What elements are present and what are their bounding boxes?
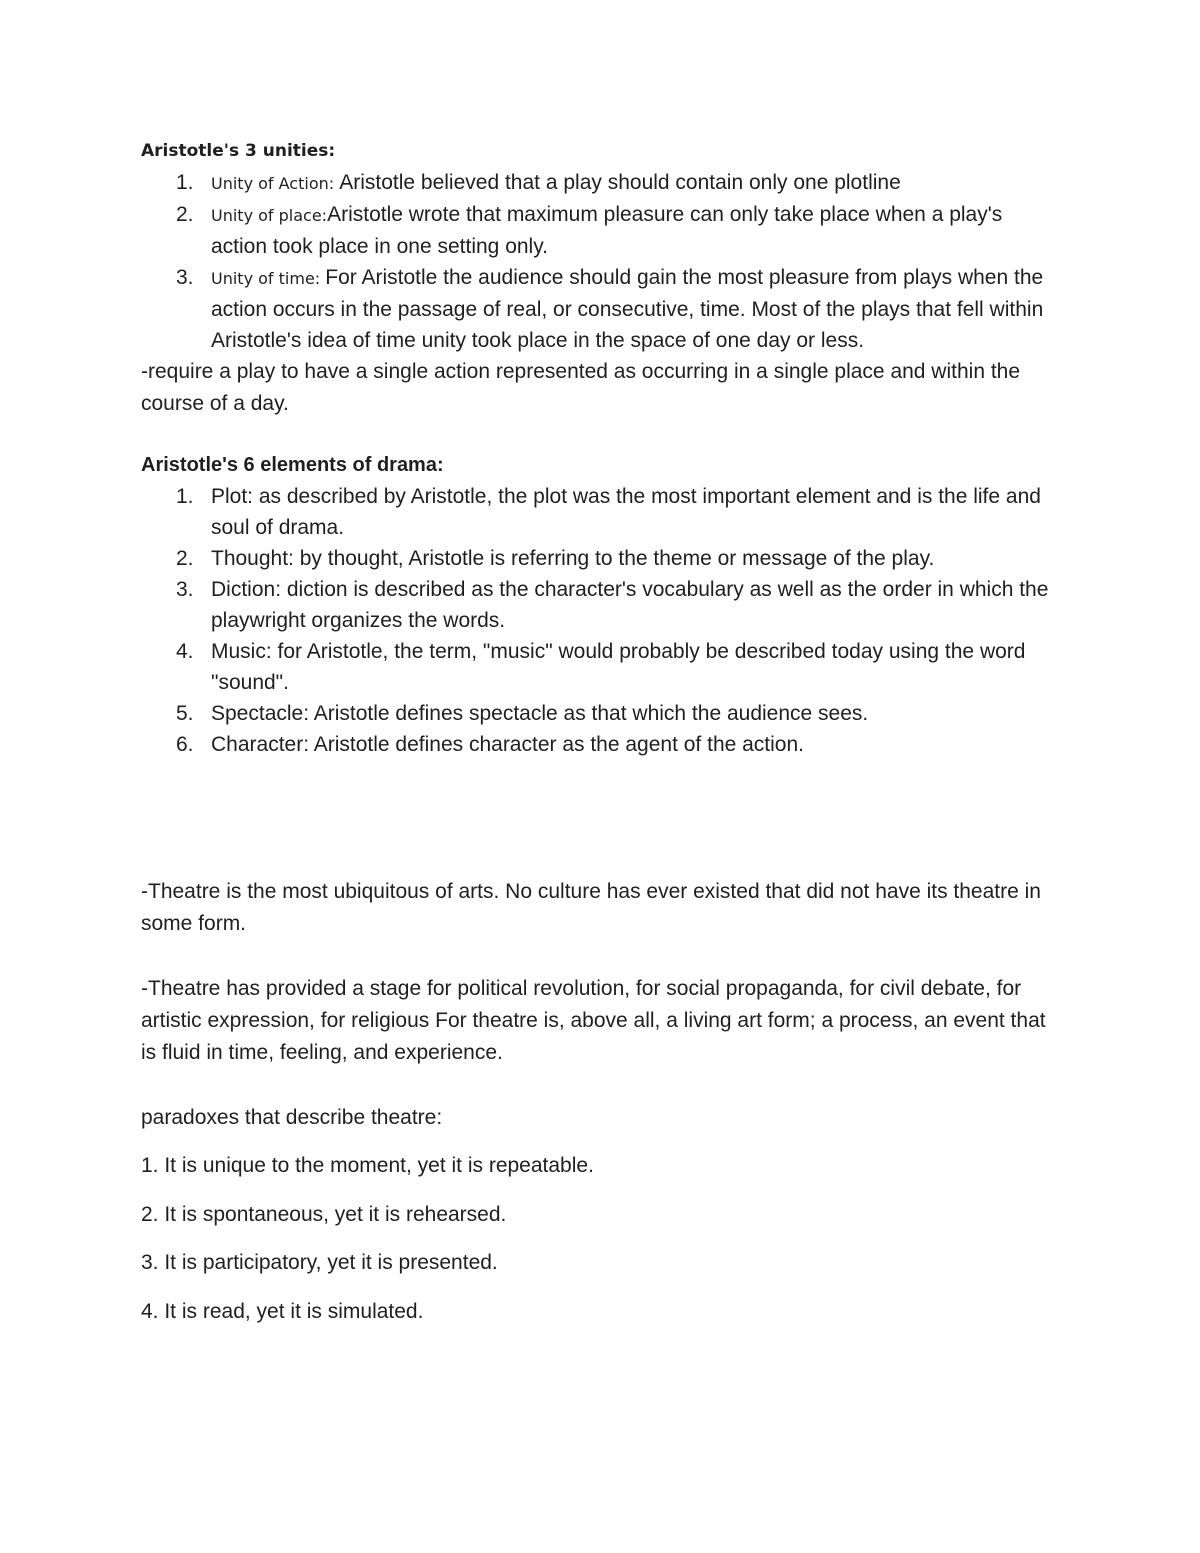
list-number: 3. (176, 578, 194, 601)
paradox-item: 1. It is unique to the moment, yet it is repeatable. (141, 1154, 594, 1177)
list-number: 5. (176, 702, 194, 725)
list-item (141, 574, 1061, 636)
list-item (141, 698, 1061, 729)
unity-term: Unity of place: (211, 206, 328, 225)
element-text: Spectacle: Aristotle defines spectacle as that which the audience sees. (211, 702, 869, 725)
paradox-item: 2. It is spontaneous, yet it is rehearsed. (141, 1202, 507, 1226)
element-text: Character: Aristotle defines character as the agent of the action. (211, 733, 805, 756)
unity-text: For Aristotle the audience should gain the most pleasure from plays when the action occurs in the passage of real, or consecutive, time. Most of the plays that fell within Aristotle's idea of time unity took place in the space of one day or less. (211, 266, 1044, 352)
elements-heading: Aristotle's 6 elements of drama: (141, 454, 444, 476)
element-text: Diction: diction is described as the character's vocabulary as well as the order in which the playwright organizes the words. (211, 578, 1049, 632)
list-item (141, 167, 1061, 199)
theatre-paragraph-1: -Theatre is the most ubiquitous of arts. No culture has ever existed that did not have its theatre in some form. (141, 880, 1041, 935)
list-item (141, 543, 1061, 574)
paradoxes-heading: paradoxes that describe theatre: (141, 1106, 443, 1129)
unity-term: Unity of Action: (211, 174, 340, 193)
spacer (141, 1134, 1061, 1150)
theatre-paragraph-2: -Theatre has provided a stage for political revolution, for social propaganda, for civil debate, for artistic expression, for religious For theatre is, above all, a living art form; a process, an event that is fluid in time, feeling, and experience. (141, 977, 1046, 1064)
list-number: 6. (176, 733, 194, 756)
unity-text: Aristotle wrote that maximum pleasure can only take place when a play's action took place in one setting only. (211, 203, 1003, 258)
paradox-item: 3. It is participatory, yet it is presented. (141, 1251, 498, 1274)
document-page (141, 136, 1061, 1344)
list-item (141, 636, 1061, 698)
list-item (141, 262, 1061, 356)
paradox-item: 4. It is read, yet it is simulated. (141, 1299, 424, 1323)
unity-text: Aristotle believed that a play should contain only one plotline (339, 171, 901, 194)
list-item (141, 729, 1061, 760)
list-number: 4. (176, 640, 194, 663)
list-number: 2. (176, 203, 194, 226)
list-item (141, 481, 1061, 543)
element-text: Plot: as described by Aristotle, the plot was the most important element and is the life and soul of drama. (211, 485, 1041, 539)
unities-heading: Aristotle's 3 unities: (141, 141, 336, 161)
list-number: 2. (176, 547, 194, 570)
spacer (141, 1069, 1061, 1102)
unity-term: Unity of time: (211, 269, 326, 288)
spacer (141, 760, 1061, 876)
spacer (141, 419, 1061, 450)
list-number: 1. (176, 171, 194, 194)
unities-note: -require a play to have a single action represented as occurring in a single place and within the course of a day. (141, 360, 1021, 415)
unities-list (141, 167, 1061, 356)
list-number: 3. (176, 266, 194, 289)
elements-list (141, 481, 1061, 760)
element-text: Music: for Aristotle, the term, "music" would probably be described today using the word "sound". (211, 640, 1026, 694)
spacer (141, 940, 1061, 973)
list-item (141, 199, 1061, 262)
element-text: Thought: by thought, Aristotle is referring to the theme or message of the play. (211, 547, 935, 570)
list-number: 1. (176, 485, 194, 508)
